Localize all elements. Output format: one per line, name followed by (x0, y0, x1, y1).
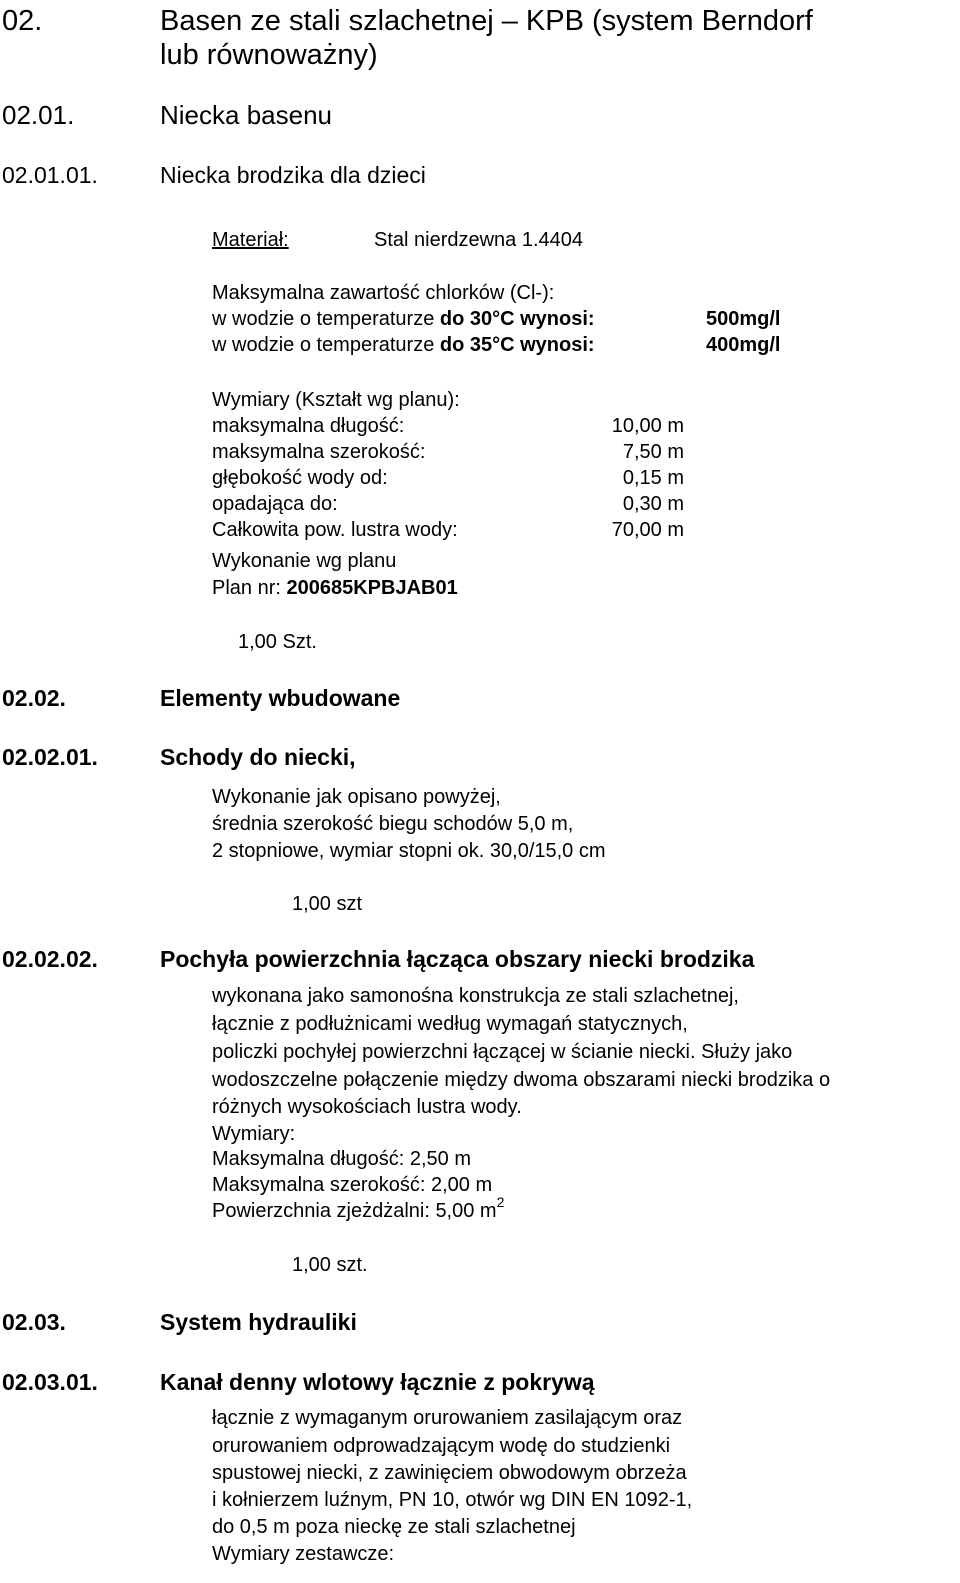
chloride-row (212, 332, 595, 358)
dimension-label: opadająca do: (212, 493, 338, 515)
description-line: Wykonanie jak opisano powyżej, (212, 786, 501, 808)
section-number: 02. (2, 5, 43, 37)
subsection-number: 02.01. (2, 100, 75, 130)
item-number: 02.01.01. (2, 162, 98, 188)
chloride-row-value: 400mg/l (706, 334, 781, 356)
description-line: wodoszczelne połączenie między dwoma obszarami niecki brodzika o (212, 1069, 831, 1091)
item-title: Niecka brodzika dla dzieci (160, 162, 426, 188)
chloride-row-condition: do 30°C wynosi: (439, 308, 595, 330)
chloride-row-value: 500mg/l (706, 308, 781, 330)
description-line: łącznie z wymaganym orurowaniem zasilającym oraz (212, 1407, 683, 1429)
quantity: 1,00 szt (292, 893, 363, 915)
item-title: Pochyła powierzchnia łącząca obszary niecki brodzika (160, 946, 755, 972)
dimension-value: 0,30 m (622, 493, 684, 515)
section-title: Basen ze stali szlachetnej – KPB (system Berndorf (160, 5, 813, 37)
item-title: Schody do niecki, (160, 744, 356, 770)
execution-note: Wykonanie wg planu (212, 550, 397, 572)
description-line: łącznie z podłużnicami według wymagań statycznych, (212, 1013, 688, 1035)
chlorides-heading: Maksymalna zawartość chlorków (Cl-): (212, 282, 555, 304)
description-line: policzki pochyłej powierzchni łączącej w ścianie niecki. Służy jako (212, 1041, 793, 1063)
description-line: Maksymalna szerokość: 2,00 m (212, 1174, 493, 1196)
dimension-label: maksymalna szerokość: (212, 441, 426, 463)
subsection-title: Elementy wbudowane (160, 685, 401, 711)
dimension-value: 7,50 m (622, 441, 684, 463)
material-value: Stal nierdzewna 1.4404 (374, 229, 584, 251)
subsection-number: 02.02. (2, 685, 66, 711)
description-line: orurowaniem odprowadzającym wodę do studzienki (212, 1435, 671, 1457)
plan-number-line (212, 575, 458, 601)
description-line: średnia szerokość biegu schodów 5,0 m, (212, 813, 574, 835)
item-number: 02.02.02. (2, 946, 98, 972)
dimension-label: Całkowita pow. lustra wody: (212, 519, 458, 541)
chloride-row-prefix: w wodzie o temperaturze (212, 308, 440, 330)
surface-superscript: 2 (496, 1194, 505, 1211)
dimension-label: głębokość wody od: (212, 467, 388, 489)
plan-number: 200685KPBJAB01 (286, 577, 458, 599)
dimension-value: 0,15 m (622, 467, 684, 489)
chloride-row-condition: do 35°C wynosi: (439, 334, 595, 356)
item-number: 02.03.01. (2, 1369, 98, 1395)
subsection-title: Niecka basenu (160, 100, 332, 130)
description-line: Wymiary: (212, 1123, 296, 1145)
description-line: 2 stopniowe, wymiar stopni ok. 30,0/15,0 cm (212, 840, 606, 862)
description-line: i kołnierzem luźnym, PN 10, otwór wg DIN EN 1092-1, (212, 1489, 693, 1511)
description-line: spustowej niecki, z zawinięciem obwodowym obrzeża (212, 1462, 687, 1484)
plan-label: Plan nr: (212, 577, 287, 599)
description-line: różnych wysokościach lustra wody. (212, 1096, 522, 1118)
item-title: Kanał denny wlotowy łącznie z pokrywą (160, 1369, 595, 1395)
section-title-line2: lub równoważny) (160, 39, 378, 71)
dimension-label: maksymalna długość: (212, 415, 405, 437)
surface-line (212, 1194, 505, 1225)
item-number: 02.02.01. (2, 744, 98, 770)
chloride-row-prefix: w wodzie o temperaturze (212, 334, 440, 356)
subsection-number: 02.03. (2, 1309, 66, 1335)
description-line: Maksymalna długość: 2,50 m (212, 1148, 472, 1170)
dimension-value: 70,00 m (611, 519, 684, 541)
material-label: Materiał: (212, 229, 289, 251)
description-line: do 0,5 m poza nieckę ze stali szlachetnej (212, 1516, 576, 1538)
quantity: 1,00 Szt. (238, 631, 317, 653)
dimensions-heading: Wymiary (Kształt wg planu): (212, 389, 460, 411)
quantity: 1,00 szt. (292, 1254, 368, 1276)
description-line: wykonana jako samonośna konstrukcja ze stali szlachetnej, (212, 985, 739, 1007)
chloride-row (212, 306, 595, 332)
subsection-title: System hydrauliki (160, 1309, 357, 1335)
dimension-value: 10,00 m (611, 415, 684, 437)
description-line: Wymiary zestawcze: (212, 1543, 395, 1565)
surface-text: Powierzchnia zjeżdżalni: 5,00 m (212, 1200, 497, 1222)
